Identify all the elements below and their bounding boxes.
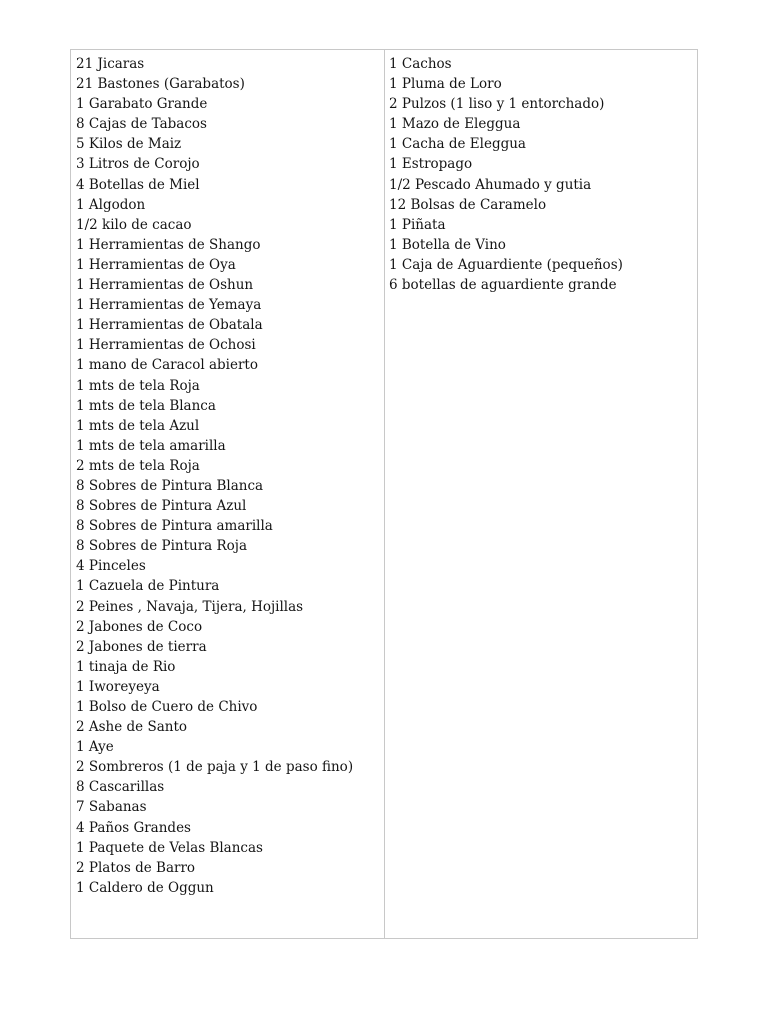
right-list-item: 12 Bolsas de Caramelo: [389, 196, 547, 213]
left-list-item: 2 mts de tela Roja: [76, 457, 200, 474]
left-list-item: 21 Bastones (Garabatos): [76, 76, 245, 93]
left-list-item: 1 Paquete de Velas Blancas: [76, 839, 263, 856]
right-list-item: 1 Pluma de Loro: [389, 76, 502, 93]
left-list-item: 1 Aye: [76, 739, 114, 756]
left-list-item: 1 Algodon: [76, 196, 146, 213]
right-list-item: 1 Estropago: [389, 156, 473, 173]
right-list-item: 1 Caja de Aguardiente (pequeños): [389, 256, 623, 273]
left-list-item: 1 Herramientas de Ochosi: [76, 337, 256, 354]
right-list-item: 1 Cachos: [389, 56, 452, 72]
left-list-item: 8 Sobres de Pintura Blanca: [76, 477, 264, 494]
left-list-item: 1 Herramientas de Shango: [76, 236, 261, 253]
left-list-item: 1 Herramientas de Yemaya: [76, 297, 262, 314]
left-list-item: 1 mts de tela amarilla: [76, 437, 226, 454]
left-list-item: 2 Platos de Barro: [76, 859, 196, 876]
left-column: [71, 50, 385, 938]
left-list-item: 1 Bolso de Cuero de Chivo: [76, 699, 258, 715]
left-list-item: 1 Cazuela de Pintura: [76, 578, 220, 595]
left-list-item: 1 Caldero de Oggun: [76, 879, 214, 896]
right-column: [385, 50, 697, 938]
left-list-item: 8 Sobres de Pintura amarilla: [76, 518, 273, 535]
right-list-item: 1 Mazo de Eleggua: [389, 116, 521, 133]
left-list-item: 3 Litros de Corojo: [76, 156, 200, 173]
left-list-item: 1 Iworeyeya: [76, 678, 160, 695]
right-list-item: 1 Cacha de Eleggua: [389, 136, 526, 153]
left-list-item: 8 Cajas de Tabacos: [76, 116, 207, 133]
left-list-item: 4 Paños Grandes: [76, 819, 191, 836]
right-list-item: 2 Pulzos (1 liso y 1 entorchado): [389, 96, 605, 113]
left-list-item: 8 Sobres de Pintura Roja: [76, 538, 248, 555]
left-list-item: 1 tinaja de Rio: [76, 658, 176, 675]
left-list-item: 5 Kilos de Maiz: [76, 136, 182, 153]
left-list-item: 2 Jabones de tierra: [76, 638, 207, 655]
left-list-item: 1 mts de tela Azul: [76, 417, 200, 434]
item-list-table: [70, 49, 698, 939]
left-list-item: 21 Jicaras: [76, 56, 145, 72]
left-list-item: 1 Herramientas de Obatala: [76, 317, 263, 334]
left-list-item: 1 mts de tela Roja: [76, 377, 200, 394]
right-list-item: 6 botellas de aguardiente grande: [389, 277, 617, 294]
left-list-item: 1 mts de tela Blanca: [76, 397, 216, 414]
left-list-item: 1 mano de Caracol abierto: [76, 357, 258, 374]
right-list-item: 1 Piñata: [389, 216, 446, 233]
left-list-item: 8 Cascarillas: [76, 779, 165, 796]
right-list-item: 1/2 Pescado Ahumado y gutia: [389, 176, 592, 193]
left-list-item: 1 Herramientas de Oshun: [76, 277, 254, 294]
left-list-item: 2 Ashe de Santo: [76, 719, 187, 736]
left-list-item: 2 Peines , Navaja, Tijera, Hojillas: [76, 598, 304, 615]
left-list-item: 2 Sombreros (1 de paja y 1 de paso fino): [76, 759, 354, 776]
left-list-item: 1 Garabato Grande: [76, 96, 208, 113]
left-list-item: 1 Herramientas de Oya: [76, 256, 236, 273]
right-list-item: 1 Botella de Vino: [389, 236, 506, 253]
left-list-item: 2 Jabones de Coco: [76, 618, 203, 635]
left-list-item: 4 Pinceles: [76, 558, 146, 575]
left-list-item: 7 Sabanas: [76, 799, 147, 816]
left-list-item: 8 Sobres de Pintura Azul: [76, 498, 247, 515]
left-list-item: 4 Botellas de Miel: [76, 176, 200, 193]
left-list-item: 1/2 kilo de cacao: [76, 216, 192, 233]
